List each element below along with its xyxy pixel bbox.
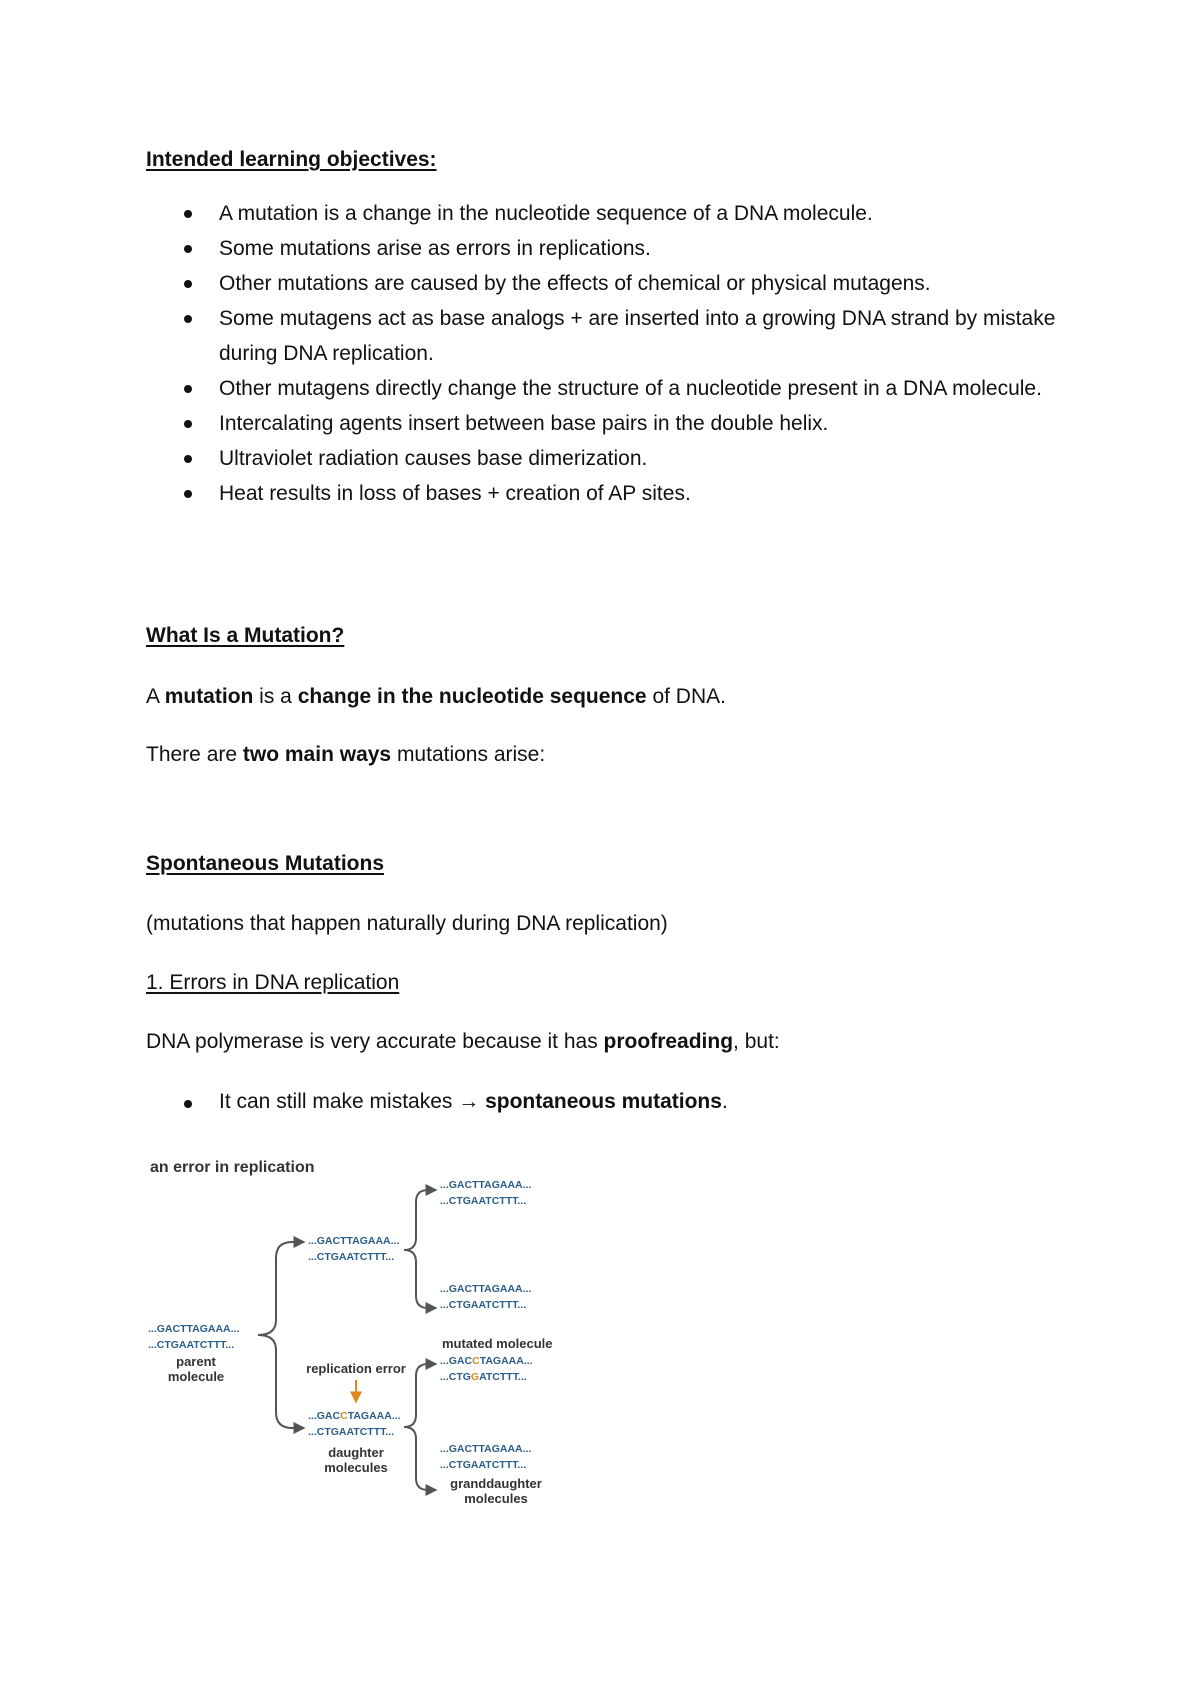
mutated-molecule-label: mutated molecule bbox=[442, 1336, 553, 1351]
brace-arrow bbox=[404, 1250, 436, 1308]
list-item: Intercalating agents insert between base pairs in the double helix. bbox=[146, 406, 1086, 441]
bullet-icon bbox=[184, 1100, 192, 1108]
bullet-icon bbox=[184, 210, 192, 218]
granddaughter-seq-top: ...GACTTAGAAA... bbox=[440, 1283, 532, 1295]
what-is-heading: What Is a Mutation? bbox=[146, 624, 345, 647]
brace-arrow bbox=[404, 1190, 436, 1250]
bullet-icon bbox=[184, 420, 192, 428]
daughter-seq-top: ...GACCTAGAAA... bbox=[308, 1410, 401, 1422]
bullet-icon bbox=[184, 385, 192, 393]
objectives-heading: Intended learning objectives: bbox=[146, 148, 437, 171]
mutated-seq-bottom: ...CTGGATCTTT... bbox=[440, 1371, 527, 1383]
parent-label: molecule bbox=[167, 1369, 225, 1384]
list-item: A mutation is a change in the nucleotide sequence of a DNA molecule. bbox=[146, 196, 1086, 231]
brace-arrow bbox=[404, 1427, 436, 1490]
list-item: It can still make mistakes → spontaneous mutations. bbox=[146, 1090, 728, 1114]
bullet-icon bbox=[184, 315, 192, 323]
list-item: Heat results in loss of bases + creation of AP sites. bbox=[146, 476, 1086, 511]
errors-subheading: 1. Errors in DNA replication bbox=[146, 971, 400, 994]
replication-error-figure bbox=[146, 1150, 606, 1520]
polymerase-paragraph: DNA polymerase is very accurate because it has proofreading, but: bbox=[146, 1030, 780, 1053]
parent-seq-bottom: ...CTGAATCTTT... bbox=[148, 1339, 235, 1351]
daughter-seq-bottom: ...CTGAATCTTT... bbox=[308, 1426, 395, 1438]
replication-diagram bbox=[146, 1150, 606, 1520]
granddaughter-seq-bottom: ...CTGAATCTTT... bbox=[440, 1459, 527, 1471]
brace-arrow bbox=[258, 1242, 304, 1335]
granddaughter-seq-bottom: ...CTGAATCTTT... bbox=[440, 1299, 527, 1311]
daughter-label: daughter bbox=[328, 1445, 384, 1460]
daughter-seq-bottom: ...CTGAATCTTT... bbox=[308, 1251, 395, 1263]
list-item: Some mutations arise as errors in replications. bbox=[146, 231, 1086, 266]
mutated-seq-top: ...GACCTAGAAA... bbox=[440, 1355, 533, 1367]
daughter-seq-top: ...GACTTAGAAA... bbox=[308, 1235, 400, 1247]
bullet-icon bbox=[184, 455, 192, 463]
list-item: Other mutagens directly change the structure of a nucleotide present in a DNA molecule. bbox=[146, 371, 1086, 406]
granddaughter-seq-top: ...GACTTAGAAA... bbox=[440, 1179, 532, 1191]
parent-label: parent bbox=[176, 1354, 216, 1369]
granddaughter-label: granddaughter bbox=[450, 1476, 542, 1491]
ways-paragraph: There are two main ways mutations arise: bbox=[146, 743, 546, 766]
daughter-label: molecules bbox=[324, 1460, 388, 1475]
brace-arrow bbox=[404, 1364, 436, 1427]
figure-title: an error in replication bbox=[150, 1159, 315, 1176]
list-item: Ultraviolet radiation causes base dimerization. bbox=[146, 441, 1086, 476]
bullet-icon bbox=[184, 490, 192, 498]
granddaughter-seq-bottom: ...CTGAATCTTT... bbox=[440, 1195, 527, 1207]
list-item: Other mutations are caused by the effects of chemical or physical mutagens. bbox=[146, 266, 1086, 301]
bullet-icon bbox=[184, 245, 192, 253]
spontaneous-heading: Spontaneous Mutations bbox=[146, 852, 384, 875]
objectives-list bbox=[146, 196, 1086, 511]
granddaughter-label: molecules bbox=[464, 1491, 528, 1506]
definition-paragraph: A mutation is a change in the nucleotide sequence of DNA. bbox=[146, 685, 726, 708]
spontaneous-subtitle: (mutations that happen naturally during DNA replication) bbox=[146, 912, 668, 935]
brace-arrow bbox=[258, 1335, 304, 1428]
parent-seq-top: ...GACTTAGAAA... bbox=[148, 1323, 240, 1335]
list-item: Some mutagens act as base analogs + are inserted into a growing DNA strand by mistake during DNA replication. bbox=[146, 301, 1086, 371]
granddaughter-seq-top: ...GACTTAGAAA... bbox=[440, 1443, 532, 1455]
replication-error-label: replication error bbox=[306, 1361, 406, 1376]
bullet-icon bbox=[184, 280, 192, 288]
